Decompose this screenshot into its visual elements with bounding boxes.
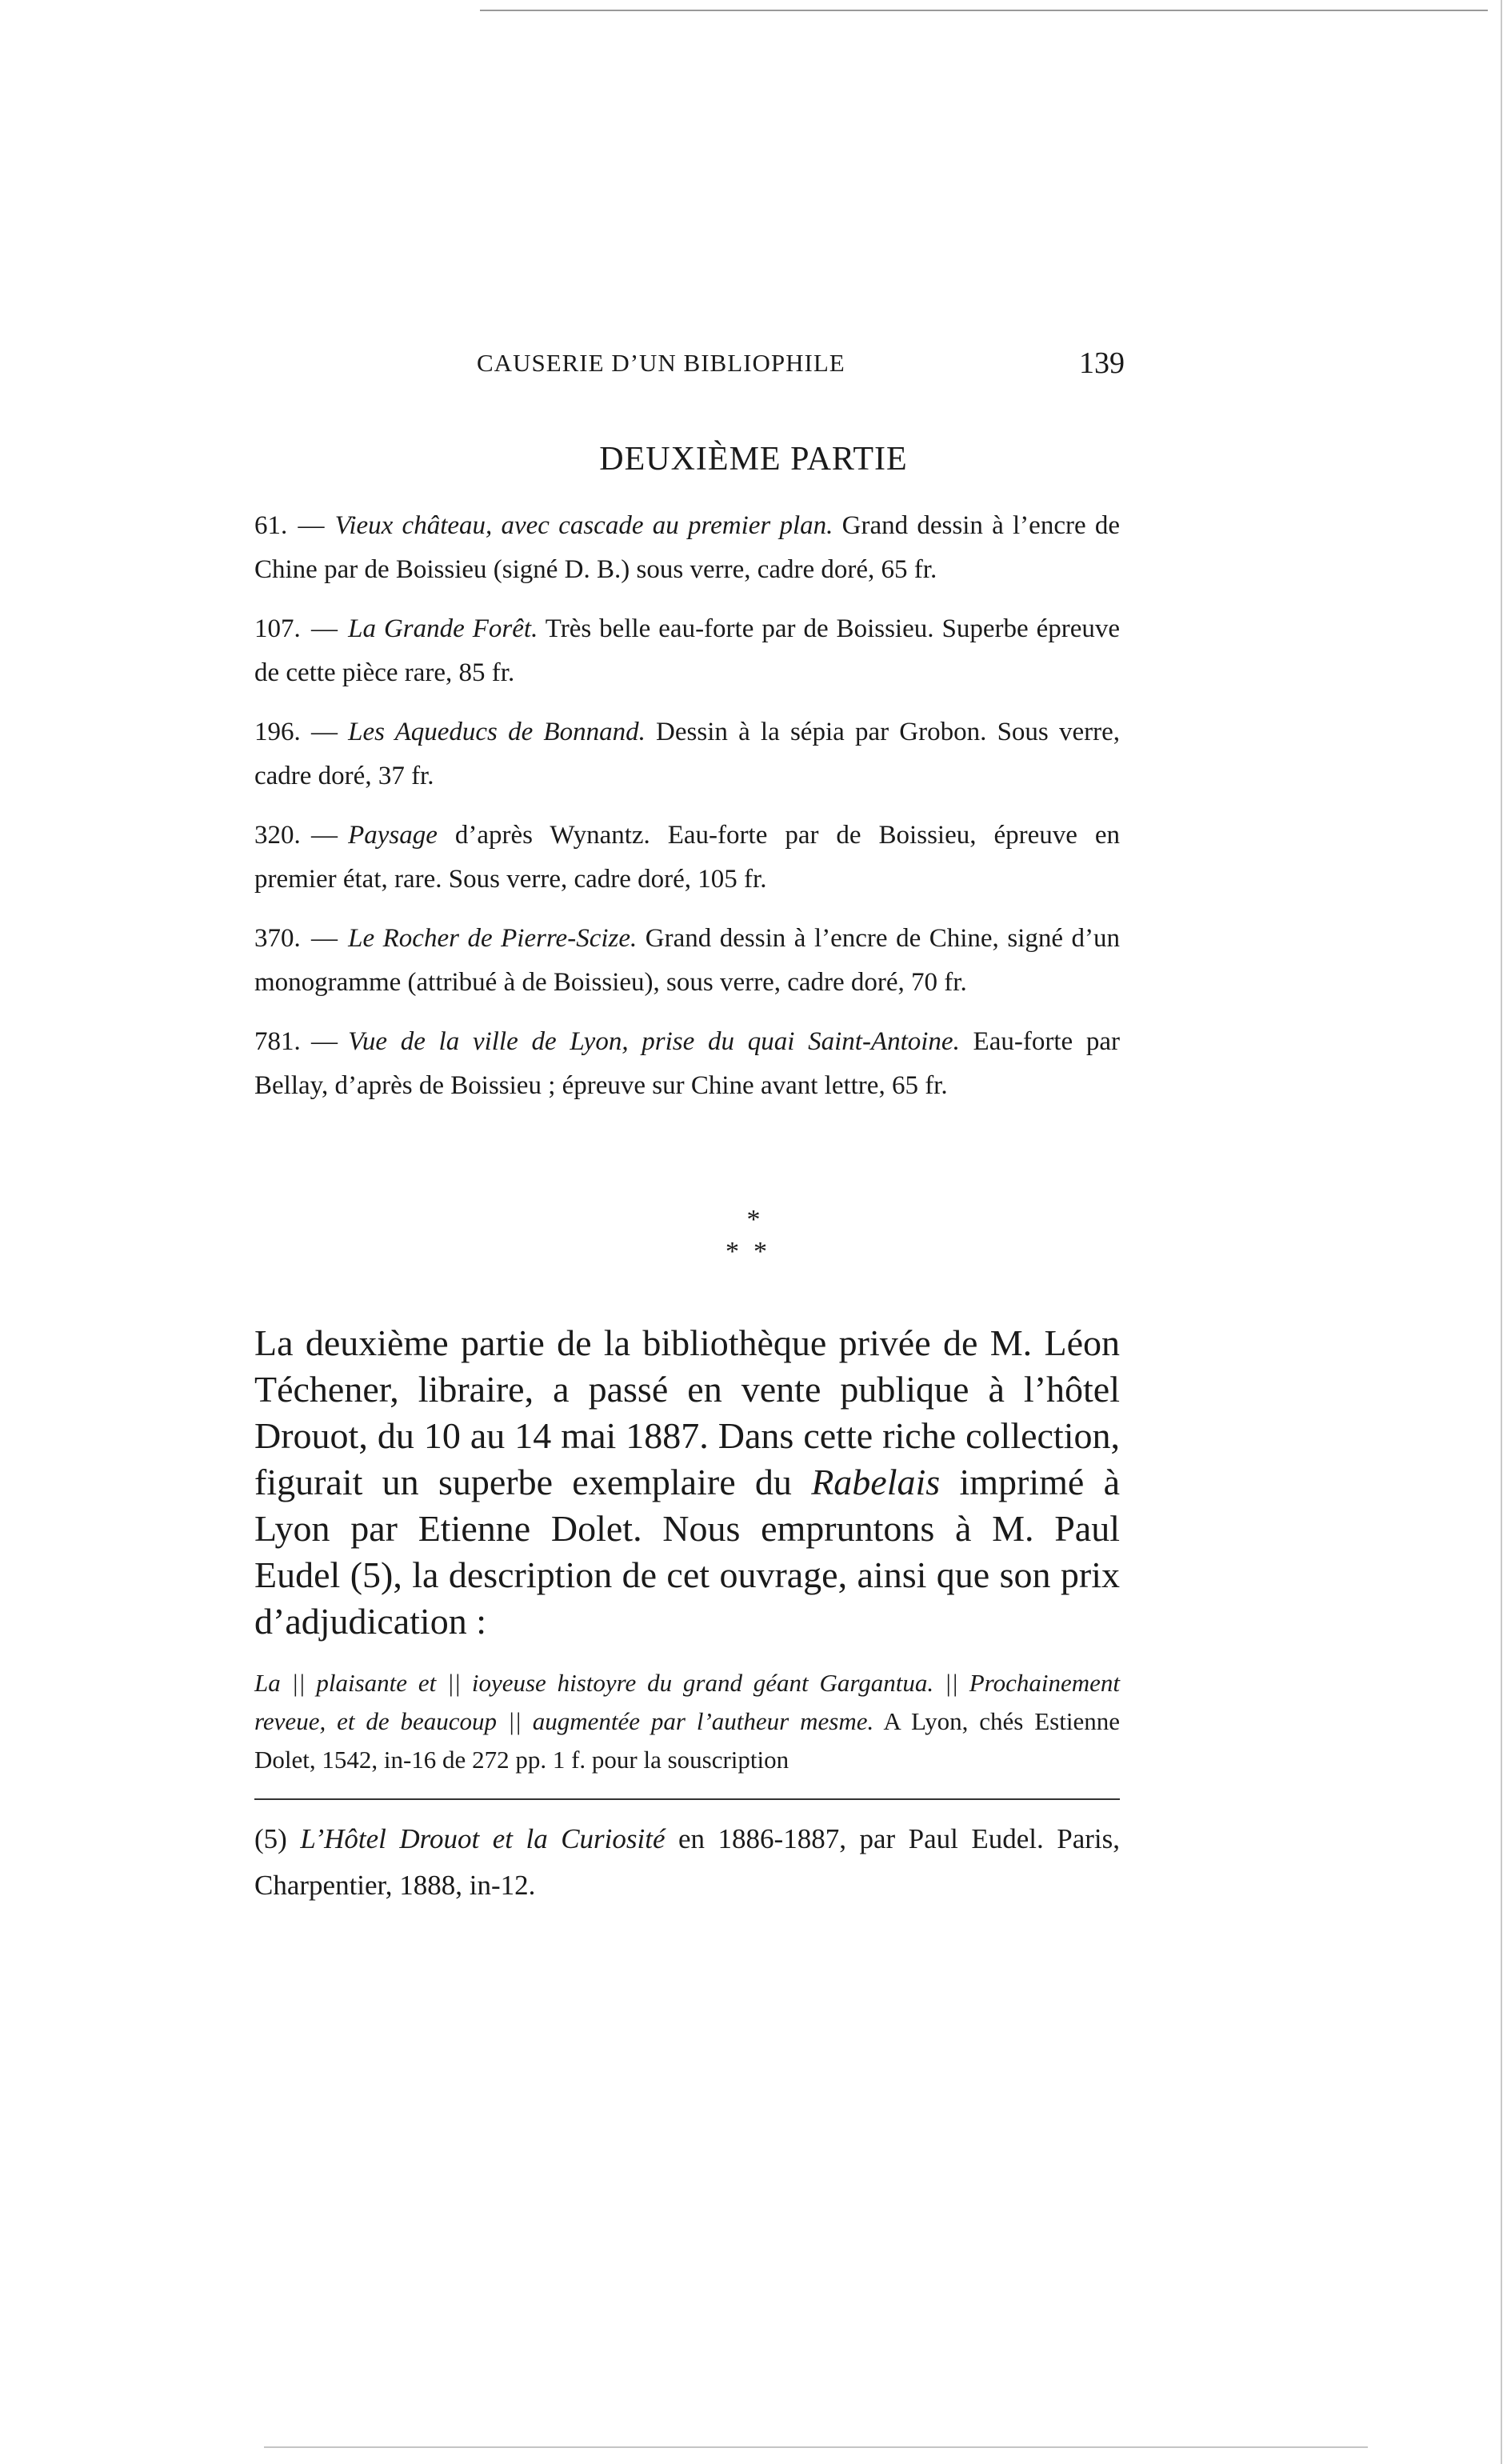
lot-number: 107. [254, 614, 301, 643]
section-title: DEUXIÈME PARTIE [599, 441, 908, 478]
list-item [254, 917, 1120, 1005]
book-imprint: A Lyon, chés Estienne Dolet, 1542, in-16 de 272 pp. 1 f. pour la souscription [254, 1707, 1120, 1774]
lot-description: Grand dessin à l’encre de Chine, signé d’un monogramme (attribué à de Boissieu), sous verre, cadre doré, 70 fr. [254, 924, 1120, 997]
lot-number: 370. [254, 924, 301, 953]
list-item [254, 504, 1120, 592]
footnote-divider [254, 1798, 1120, 1800]
footnote-title: L’Hôtel Drouot et la Curiosité [300, 1823, 666, 1854]
paragraph-italic-title: Rabelais [811, 1462, 941, 1502]
page-number: 139 [1079, 346, 1125, 380]
list-item [254, 814, 1120, 902]
scan-edge-top [480, 10, 1488, 11]
running-title: CAUSERIE D’UN BIBLIOPHILE [477, 349, 845, 377]
scan-edge-right [1501, 0, 1502, 2464]
running-head [477, 346, 1125, 389]
asterism-bottom: ** [726, 1237, 781, 1266]
lot-dash: — [310, 1027, 338, 1056]
paragraph-text-after: imprimé à Lyon par Etienne Dolet. Nous empruntons à M. Paul Eudel (5), la description de cet ouvrage, ainsi que son prix d’adjudication : [254, 1462, 1121, 1642]
lot-title: Vieux château, avec cascade au premier plan. [334, 511, 833, 540]
book-title: La || plaisante et || ioyeuse histoyre du grand géant Gargantua. || Prochainement reveue, et de beaucoup || augmentée par l’autheur mesme. [254, 1669, 1120, 1735]
lot-dash: — [310, 924, 338, 953]
lot-dash: — [310, 718, 338, 746]
footnote [254, 1816, 1120, 1909]
lot-title: Le Rocher de Pierre-Scize. [348, 924, 638, 953]
lot-description: Très belle eau-forte par de Boissieu. Superbe épreuve de cette pièce rare, 85 fr. [254, 614, 1121, 687]
lot-list [254, 504, 1120, 1123]
lot-description: Dessin à la sépia par Grobon. Sous verre, cadre doré, 37 fr. [254, 718, 1120, 790]
lot-title: Paysage [348, 821, 438, 850]
lot-dash: — [310, 821, 338, 850]
footnote-text: en 1886-1887, par Paul Eudel. Paris, Charpentier, 1888, in-12. [254, 1823, 1120, 1901]
list-item [254, 1020, 1120, 1108]
lot-number: 781. [254, 1027, 301, 1056]
lot-description: d’après Wynantz. Eau-forte par de Boissieu, épreuve en premier état, rare. Sous verre, cadre doré, 105 fr. [254, 821, 1121, 894]
book-description [254, 1664, 1120, 1779]
lot-number: 320. [254, 821, 301, 850]
lot-title: Vue de la ville de Lyon, prise du quai Saint-Antoine. [348, 1027, 960, 1056]
paragraph-text-before: La deuxième partie de la bibliothèque privée de M. Léon Téchener, libraire, a passé en vente publique à l’hôtel Drouot, du 10 au 14 mai 1887. Dans cette riche collection, figurait un superbe exemplaire du [254, 1322, 1120, 1502]
lot-number: 196. [254, 718, 301, 746]
list-item [254, 710, 1120, 798]
lot-dash: — [298, 511, 325, 540]
asterism-top: * [746, 1205, 761, 1234]
body-paragraph [254, 1320, 1120, 1645]
lot-dash: — [310, 614, 338, 643]
lot-title: La Grande Forêt. [348, 614, 538, 643]
scan-edge-bottom [264, 2446, 1368, 2448]
lot-description: Eau-forte par Bellay, d’après de Boissieu ; épreuve sur Chine avant lettre, 65 fr. [254, 1027, 1120, 1100]
list-item [254, 607, 1120, 695]
footnote-marker: (5) [254, 1823, 287, 1854]
lot-description: Grand dessin à l’encre de Chine par de Boissieu (signé D. B.) sous verre, cadre doré, 65 fr. [254, 511, 1121, 584]
lot-title: Les Aqueducs de Bonnand. [348, 718, 646, 746]
lot-number: 61. [254, 511, 288, 540]
